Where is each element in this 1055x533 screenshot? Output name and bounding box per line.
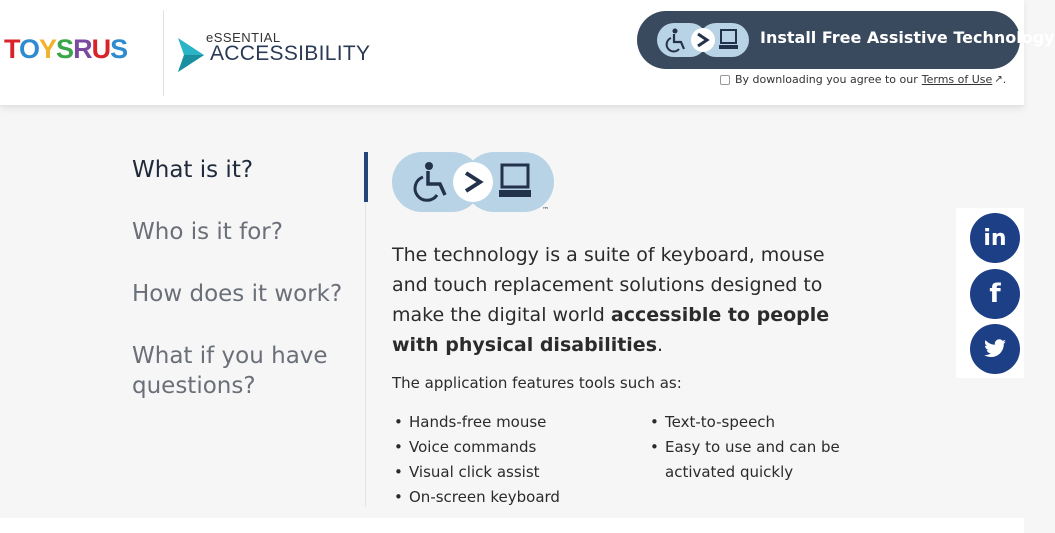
nav-item-who-is-it-for[interactable]: Who is it for? xyxy=(132,219,283,245)
features-intro: The application features tools such as: xyxy=(392,374,682,392)
list-item: • Easy to use and can be activated quickly xyxy=(648,435,878,485)
essential-accessibility-logo[interactable] xyxy=(176,30,371,76)
desc-bold: accessible to people with physical disabilities xyxy=(392,304,830,356)
assistive-tech-hero-icon xyxy=(392,150,562,216)
site-header xyxy=(0,0,1055,106)
list-item: • Hands-free mouse xyxy=(392,410,622,435)
install-button-label: Install Free Assistive Technology xyxy=(760,28,1055,47)
terms-suffix: . xyxy=(1002,73,1007,86)
terms-row xyxy=(720,73,1006,86)
linkedin-share-button[interactable] xyxy=(970,213,1020,263)
nav-divider xyxy=(365,202,366,507)
nav-active-indicator xyxy=(364,152,368,202)
technology-description xyxy=(392,240,862,360)
external-link-icon: ↗ xyxy=(994,74,1003,85)
ea-logo-small-text: eSSENTIAL xyxy=(206,30,281,45)
footer-strip xyxy=(0,518,1024,533)
list-item: • Voice commands xyxy=(392,435,622,460)
desc-text-1: The technology is a suite of keyboard, mouse and touch replacement solutions designed to make the digital world xyxy=(392,244,825,326)
desc-text-2: . xyxy=(657,334,664,356)
facebook-icon: f xyxy=(989,279,1001,309)
nav-item-questions[interactable]: What if you have questions? xyxy=(132,343,328,399)
facebook-share-button[interactable] xyxy=(970,269,1020,319)
twitter-icon xyxy=(983,339,1007,359)
social-share-bar xyxy=(956,208,1024,378)
list-item: • Visual click assist xyxy=(392,460,622,485)
terms-of-use-link[interactable]: Terms of Use xyxy=(921,73,993,86)
section-nav xyxy=(132,155,362,433)
install-assistive-technology-button[interactable] xyxy=(637,11,1055,69)
nav-item-what-is-it[interactable]: What is it? xyxy=(132,157,254,183)
features-column-2 xyxy=(648,410,878,485)
list-item: • Text-to-speech xyxy=(648,410,878,435)
linkedin-icon: in xyxy=(983,225,1007,251)
terms-checkbox[interactable] xyxy=(720,75,730,85)
terms-prefix: By downloading you agree to our xyxy=(735,73,918,86)
ea-logo-big-text: ACCESSIBILITY xyxy=(210,42,371,65)
header-divider xyxy=(163,10,164,96)
list-item: • On-screen keyboard xyxy=(392,485,622,510)
nav-item-how-does-it-work[interactable]: How does it work? xyxy=(132,281,343,307)
trademark-mark: ™ xyxy=(542,206,549,214)
features-column-1 xyxy=(392,410,622,510)
twitter-share-button[interactable] xyxy=(970,324,1020,374)
ea-chevron-icon xyxy=(176,36,206,74)
toysrus-logo[interactable]: TOYSRUS xyxy=(4,34,128,64)
assistive-tech-icon xyxy=(657,23,749,57)
